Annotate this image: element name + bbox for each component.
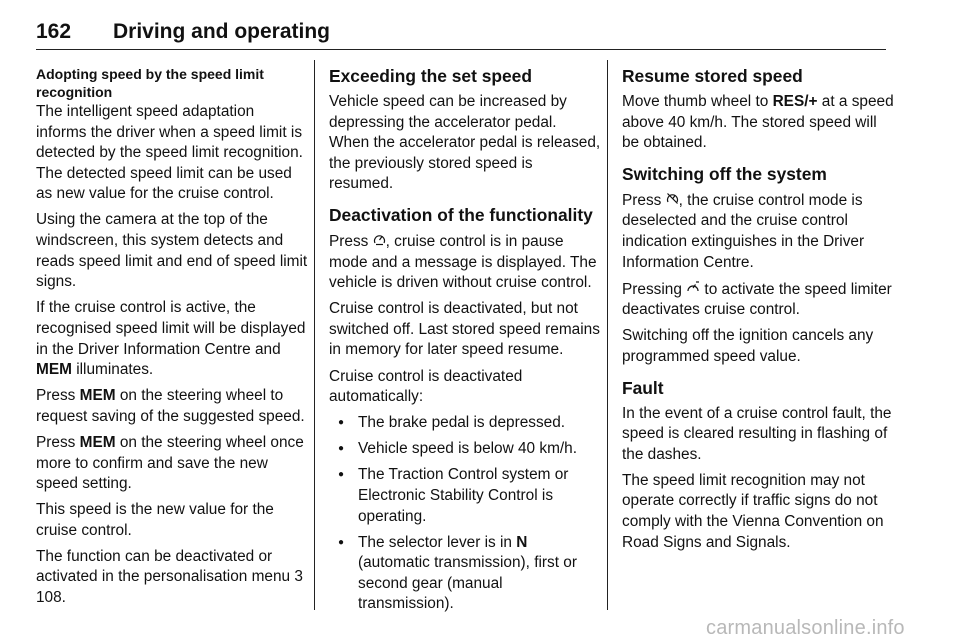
paragraph: This speed is the new value for the cruise control. [36,501,274,539]
text: to activate the speed limiter deactivates cruise control. [622,280,892,319]
paragraph: Cruise control is deactivated, but not switched off. Last stored speed remains in memory for later speed resume. [329,300,600,359]
text: If the cruise control is active, the recognised speed limit will be displayed in the Driver Information Centre and [36,299,306,358]
page-reference-arrow-icon: 3 [294,568,303,586]
list-item: ● Vehicle speed is below 40 km/h. [329,439,601,460]
paragraph: The intelligent speed adaptation informs the driver when a speed limit is detected by the speed limit recognition. The detected speed limit can be used as new value for the cruise control. [36,103,303,203]
mem-label: MEM [79,387,116,405]
list-item: ● The brake pedal is depressed. [329,413,601,434]
text: , cruise control is in pause mode and a message is displayed. The vehicle is driven without cruise control. [329,232,597,292]
paragraph [622,190,894,273]
column-1 [36,66,308,614]
mem-label: MEM [79,433,116,451]
text: The function can be deactivated or activated in the personalisation menu [36,547,295,586]
paragraph: In the event of a cruise control fault, the speed is cleared resulting in flashing of the dashes. [622,404,892,463]
paragraph: Cruise control is deactivated automatically: [329,367,523,406]
column-3 [622,66,894,559]
heading-deactivation: Deactivation of the functionality [329,204,593,225]
text: Pressing [622,280,687,298]
paragraph [36,433,308,495]
list-item: ● The Traction Control system or Electronic Stability Control is operating. [329,465,601,527]
cruise-control-cancel-icon [373,231,386,252]
heading-fault: Fault [622,377,664,398]
res-plus-label: RES/+ [772,93,818,110]
text: (automatic transmission), first or second gear (manual transmission). [358,554,577,613]
text: Press [329,232,373,250]
text: Move thumb wheel to [622,93,773,110]
paragraph [329,231,601,294]
text: on the steering wheel once more to confirm and save the new speed setting. [36,433,304,493]
text: The selector lever is in [358,533,517,551]
paragraph [36,547,308,609]
paragraph: Vehicle speed can be increased by depressing the accelerator pedal. When the accelerator pedal is released, the previously stored speed is resumed. [329,93,601,193]
text: , the cruise control mode is deselected and the cruise control indication extinguishes in the Driver Information Centre. [622,191,865,271]
text: illuminates. [71,361,154,379]
paragraph [36,298,308,380]
heading-resume-stored-speed: Resume stored speed [622,66,803,86]
heading-exceeding-set-speed: Exceeding the set speed [329,66,532,86]
paragraph [36,386,308,427]
text: Press [36,387,80,405]
text: Press [36,433,80,451]
paragraph [622,92,894,154]
text: at a speed above 40 km/h. The stored speed will be obtained. [622,93,894,152]
watermark: carmanualsonline.info [706,617,905,639]
cruise-control-off-icon [666,190,679,211]
section-title: Driving and operating [113,20,331,43]
paragraph: The speed limit recognition may not operate correctly if traffic signs do not comply with the Vienna Convention on Road Signs and Signals. [622,471,884,551]
heading-switching-off: Switching off the system [622,163,827,184]
subheading-speed-limit-recognition: Adopting speed by the speed limit recognition [36,66,264,100]
mem-label: MEM [36,361,72,379]
column-divider-1 [314,60,315,610]
column-2 [329,66,601,621]
speed-limiter-icon [686,279,700,300]
header-rule [36,49,886,50]
paragraph [622,279,894,321]
paragraph: Using the camera at the top of the windscreen, this system detects and reads speed limit and end of speed limit signs. [36,211,308,291]
text: on the steering wheel to request saving of the suggested speed. [36,387,305,425]
text: Press [622,191,666,209]
deactivation-conditions-list [329,413,601,615]
paragraph: Switching off the ignition cancels any programmed speed value. [622,327,874,365]
column-divider-2 [607,60,608,610]
page-reference: 108. [36,589,66,607]
gear-label: N [516,533,528,551]
list-item [329,533,601,615]
page-number: 162 [36,20,72,43]
